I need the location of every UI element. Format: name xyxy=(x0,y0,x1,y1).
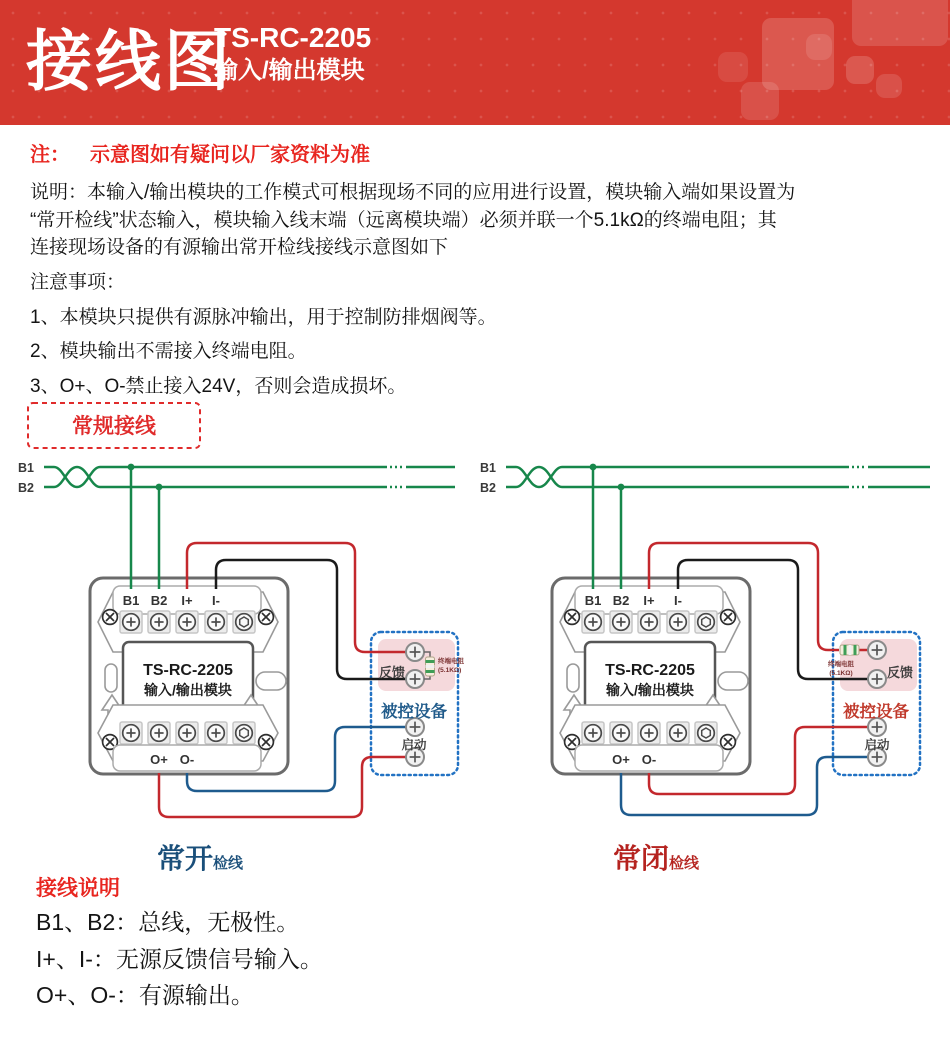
decorative-square xyxy=(852,0,948,46)
junction-dot xyxy=(156,484,163,491)
legend-item: O+、O-：有源输出。 xyxy=(36,982,254,1008)
notice-item: 3、O+、O-禁止接入24V，否则会造成损坏。 xyxy=(30,375,407,397)
junction-dot xyxy=(128,464,135,471)
legend-block xyxy=(36,874,636,1014)
resistor-band xyxy=(844,645,847,655)
resistor-value: (5.1KΩ) xyxy=(438,667,462,674)
header-model-block xyxy=(214,22,371,85)
caption-normally-open xyxy=(157,843,244,874)
note-label: 注： xyxy=(30,144,70,166)
bus-label-b2: B2 xyxy=(480,481,496,495)
device-terminal-feedback xyxy=(868,641,886,659)
controlled-device-title-right: 被控设备 xyxy=(843,703,909,721)
start-label: 启动 xyxy=(401,738,427,752)
notices-title: 注意事项： xyxy=(30,272,126,293)
bus-label-b2: B2 xyxy=(18,481,34,495)
legend-item: B1、B2：总线，无极性。 xyxy=(36,909,300,935)
decorative-square xyxy=(741,82,779,120)
product-model: TS-RC-2205 xyxy=(214,22,372,53)
description-line: 说明：本输入/输出模块的工作模式可根据现场不同的应用进行设置，模块输入端如果设置为 xyxy=(30,182,796,203)
junction-dot xyxy=(590,464,597,471)
io-module-left xyxy=(90,578,288,774)
product-type: 输入/输出模块 xyxy=(214,57,365,85)
feedback-label: 反馈 xyxy=(886,665,914,680)
resistor-band xyxy=(426,670,435,673)
legend-title: 接线说明 xyxy=(36,877,120,900)
resistor-band xyxy=(854,645,857,655)
caption-main: 常闭 xyxy=(612,843,669,874)
bus-label-b1: B1 xyxy=(18,461,34,475)
resistor-band xyxy=(426,665,435,668)
device-terminal-feedback xyxy=(406,670,424,688)
description-paragraph xyxy=(30,179,935,262)
decorative-square xyxy=(806,34,832,60)
device-terminal-feedback xyxy=(868,670,886,688)
caption-normally-closed xyxy=(613,843,700,874)
caption-sub: 检线 xyxy=(213,855,244,872)
notice-item: 1、本模块只提供有源脉冲输出，用于控制防排烟阀等。 xyxy=(30,306,497,328)
junction-dot xyxy=(618,484,625,491)
resistor-band xyxy=(849,645,852,655)
disclaimer-note xyxy=(30,138,370,167)
feedback-label: 反馈 xyxy=(378,665,406,680)
controlled-device-title-left: 被控设备 xyxy=(381,703,447,721)
bus-label-b1: B1 xyxy=(480,461,496,475)
resistor-band xyxy=(426,660,435,663)
start-label: 启动 xyxy=(864,738,890,752)
resistor-label: 终端电阻 xyxy=(438,658,464,665)
decorative-square xyxy=(876,74,902,98)
resistor-value: (5.1KΩ) xyxy=(829,670,853,677)
wiring-diagram xyxy=(0,400,950,910)
notice-item: 2、模块输出不需接入终端电阻。 xyxy=(30,341,307,362)
description-line: 连接现场设备的有源输出常开检线接线示意图如下 xyxy=(30,237,449,258)
legend-item: I+、I-：无源反馈信号输入。 xyxy=(36,945,323,972)
note-text: 示意图如有疑问以厂家资料为准 xyxy=(90,144,370,166)
page-title: 接线图 xyxy=(26,24,233,98)
notices-block xyxy=(30,266,935,404)
resistor-label: 终端电阻 xyxy=(828,661,854,668)
caption-sub: 检线 xyxy=(669,855,700,872)
section-label: 常规接线 xyxy=(72,415,156,438)
decorative-square xyxy=(846,56,874,84)
io-module-right xyxy=(552,578,750,774)
page-header xyxy=(0,0,950,125)
description-line: “常开检线”状态输入，模块输入线末端（远离模块端）必须并联一个5.1kΩ的终端电阻；其 xyxy=(30,209,777,231)
caption-main: 常开 xyxy=(156,843,213,874)
decorative-square xyxy=(718,52,748,82)
device-terminal-feedback xyxy=(406,643,424,661)
